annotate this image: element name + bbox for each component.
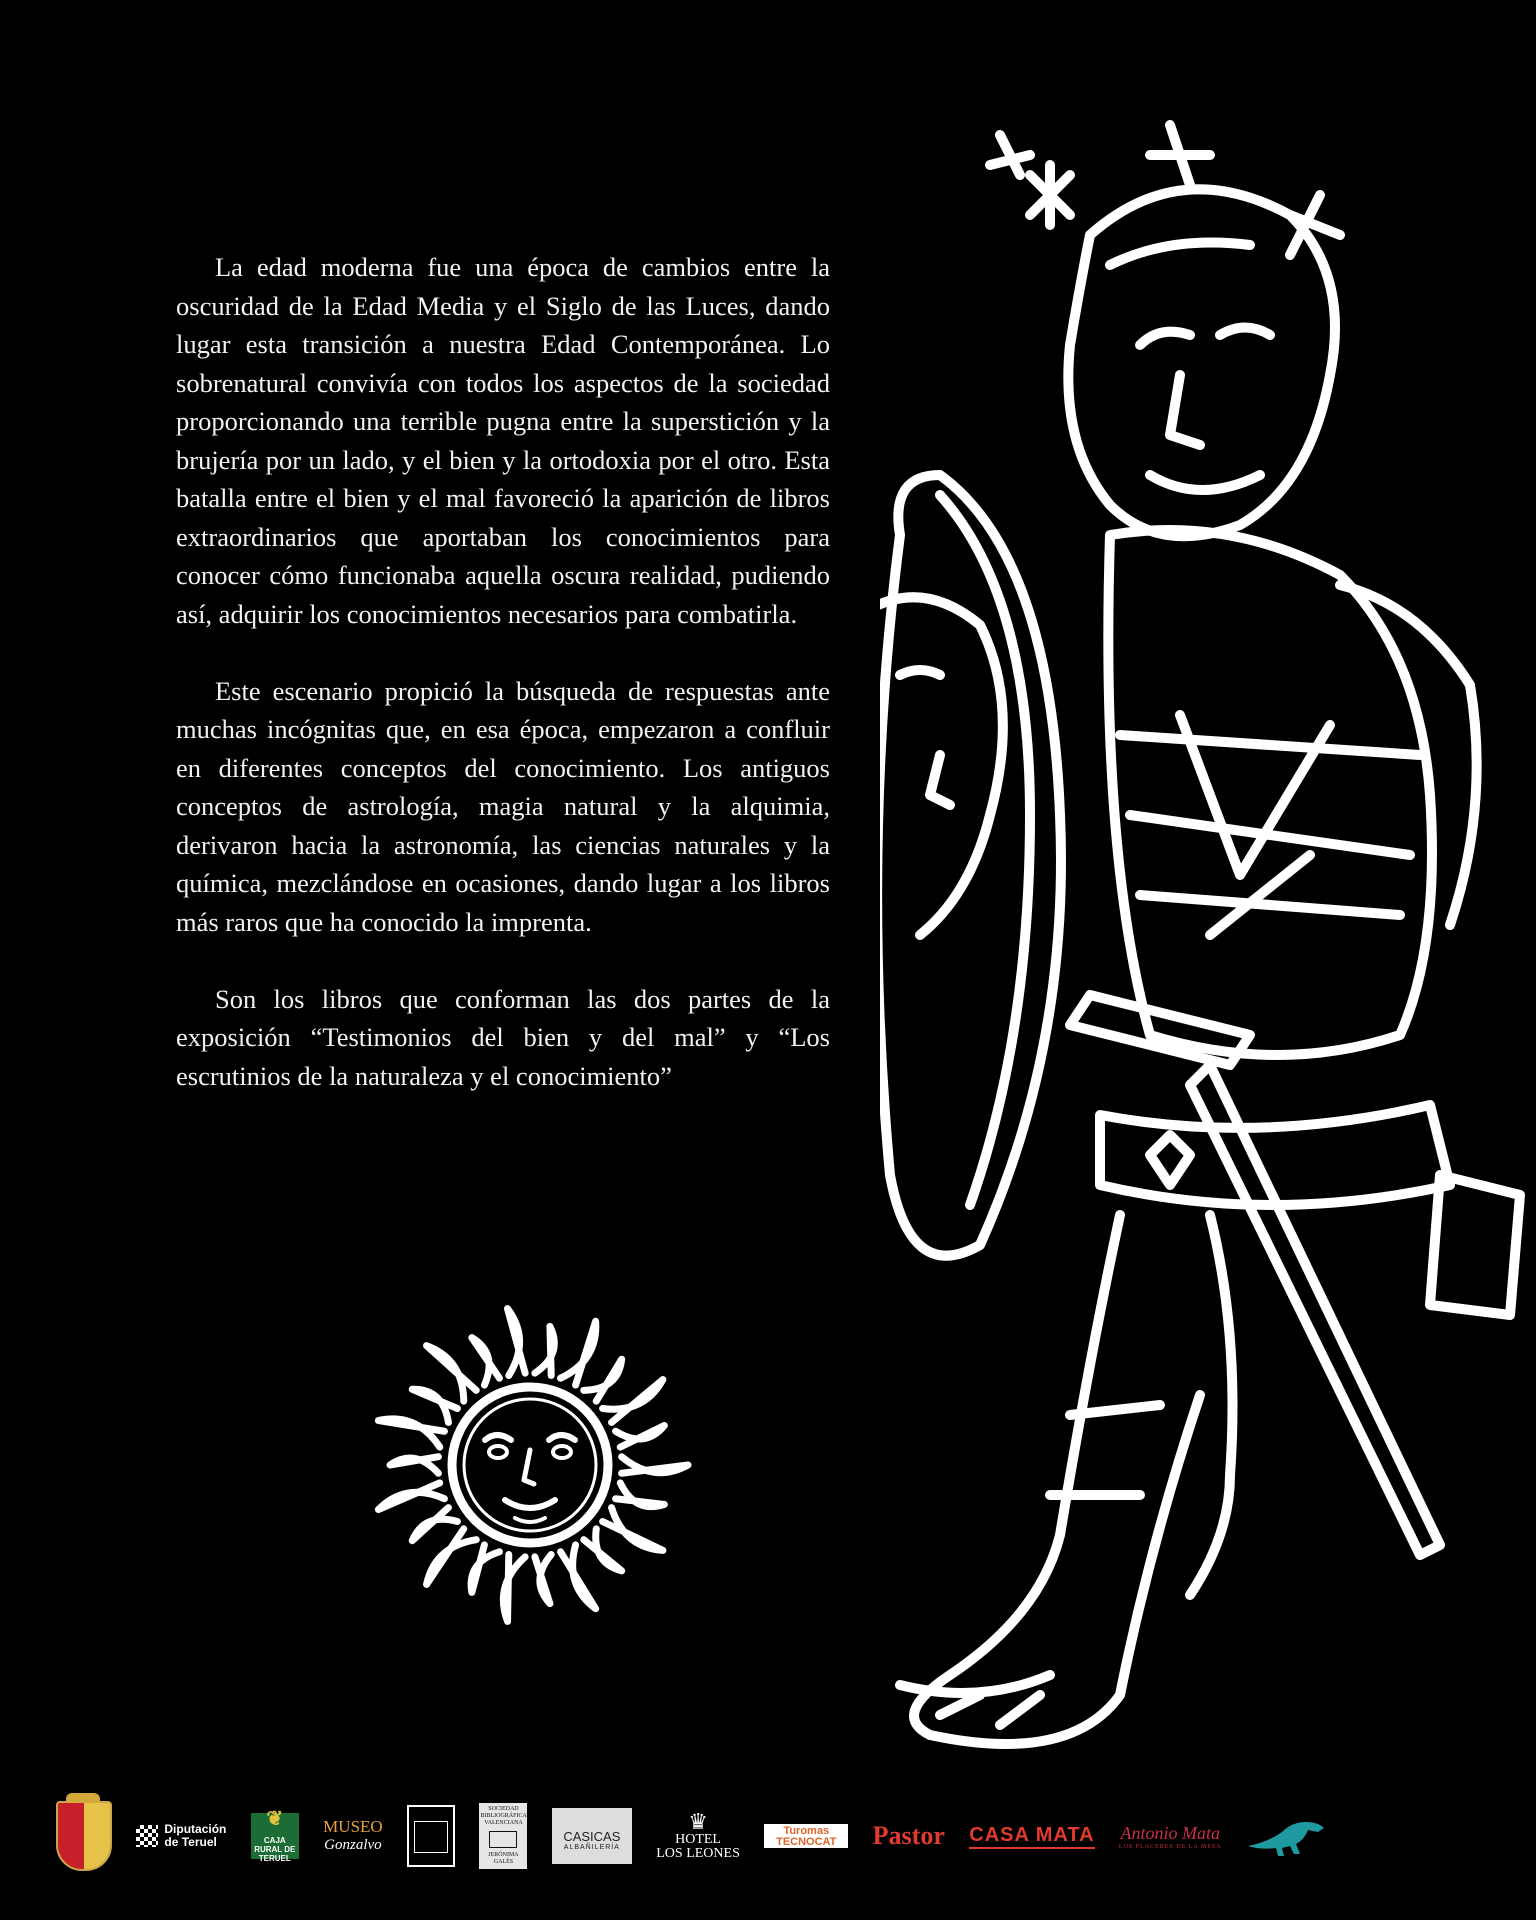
pastor-logo: Pastor bbox=[872, 1821, 945, 1850]
sun-ray bbox=[561, 1545, 596, 1609]
antonio-mata-logo bbox=[1119, 1823, 1222, 1850]
casicas-logo bbox=[552, 1808, 632, 1864]
sponsor-logos bbox=[56, 1796, 1326, 1876]
woodcut-box-logo bbox=[407, 1805, 455, 1867]
turomas-logo bbox=[764, 1824, 848, 1848]
sun-ray bbox=[622, 1457, 688, 1474]
paragraph-2: Este escenario propició la búsqueda de respuestas ante muchas incógnitas que, en esa época, empezaron a confluir en diferentes conceptos del conocimiento. Los antiguos conceptos de astrología, magia natural y la alquimia, derivaron hacia la astronomía, las ciencias naturales y la química, mezclándose en ocasiones, dando lugar a los libros más raros que ha conocido la imprenta. bbox=[176, 675, 830, 937]
caja-rural-logo: ❦ CAJA RURAL DE TERUEL bbox=[251, 1813, 299, 1859]
turomas-line2: TECNOCAT bbox=[776, 1836, 837, 1848]
casicas-label: CASICAS bbox=[563, 1829, 621, 1844]
diputacion-mark-icon bbox=[136, 1825, 158, 1847]
sun-ray bbox=[508, 1309, 526, 1376]
sun-ray bbox=[584, 1359, 622, 1401]
sun-ray bbox=[390, 1457, 438, 1474]
museo-label: MUSEO bbox=[323, 1817, 383, 1836]
casa-mata-logo: CASA MATA bbox=[969, 1824, 1094, 1849]
dinosaur-icon bbox=[1246, 1816, 1326, 1856]
museo-name: Gonzalvo bbox=[324, 1837, 382, 1853]
sun-ray bbox=[471, 1545, 499, 1592]
sun-ray bbox=[378, 1483, 444, 1510]
sociedad-label: SOCIEDAD BIBLIOGRÁFICA VALENCIANA bbox=[480, 1806, 527, 1826]
sun-ray bbox=[503, 1555, 525, 1622]
casicas-sub: ALBAÑILERÍA bbox=[563, 1844, 620, 1851]
jeronima-label: JERÓNIMA GALÉS bbox=[488, 1852, 519, 1865]
sun-ray bbox=[412, 1389, 457, 1422]
sun-face-illustration bbox=[365, 1300, 695, 1630]
sun-ray bbox=[603, 1380, 663, 1423]
sun-ray bbox=[561, 1321, 596, 1385]
sociedad-bibliografica-logo bbox=[479, 1803, 527, 1869]
museo-logo bbox=[323, 1818, 383, 1854]
sun-ray bbox=[535, 1326, 554, 1375]
turomas-line1: Turomas bbox=[783, 1825, 830, 1837]
sun-ray bbox=[616, 1483, 665, 1507]
diputacion-teruel-logo bbox=[136, 1823, 226, 1849]
warrior-with-shield-illustration bbox=[880, 115, 1536, 1795]
sun-ray bbox=[412, 1508, 457, 1541]
sun-ray bbox=[603, 1508, 663, 1551]
sun-ray bbox=[378, 1419, 444, 1447]
diputacion-line1: Diputación bbox=[164, 1822, 227, 1836]
antonio-label: Antonio Mata bbox=[1120, 1822, 1221, 1843]
diputacion-line2: de Teruel bbox=[164, 1835, 217, 1849]
paragraph-1: La edad moderna fue una época de cambios entre la oscuridad de la Edad Media y el Siglo de las Luces, dando lugar esta transición a nuestra Edad Contemporánea. Lo sobrenatural convivía con todos los aspectos de la sociedad proporcionando una terrible pugna entre la superstición y la brujería por un lado, y el bien y la ortodoxia por el otro. Esta batalla entre el bien y el mal favoreció la aparición de libros extraordinarios que aportaban los conocimientos para conocer cómo funcionaba aquella oscura realidad, pudiendo así, adquirir los conocimientos necesarios para combatirla. bbox=[176, 252, 830, 629]
hotel-line1: ♛ HOTEL bbox=[675, 1832, 721, 1847]
hotel-line2: LOS LEONES bbox=[656, 1846, 740, 1861]
antonio-sub: LOS PLACERES DE LA MESA bbox=[1118, 1843, 1222, 1850]
exhibition-text bbox=[176, 248, 830, 1134]
sun-ray bbox=[472, 1338, 500, 1385]
municipal-crest-icon bbox=[56, 1801, 112, 1871]
sun-ray bbox=[535, 1555, 551, 1604]
sun-ray bbox=[616, 1426, 665, 1448]
sun-ray bbox=[584, 1529, 622, 1571]
paragraph-3: Son los libros que conforman las dos partes de la exposición “Testimonios del bien y del mal” y “Los escrutinios de la naturaleza y el conocimiento” bbox=[176, 983, 830, 1091]
hotel-los-leones-logo bbox=[656, 1811, 740, 1861]
